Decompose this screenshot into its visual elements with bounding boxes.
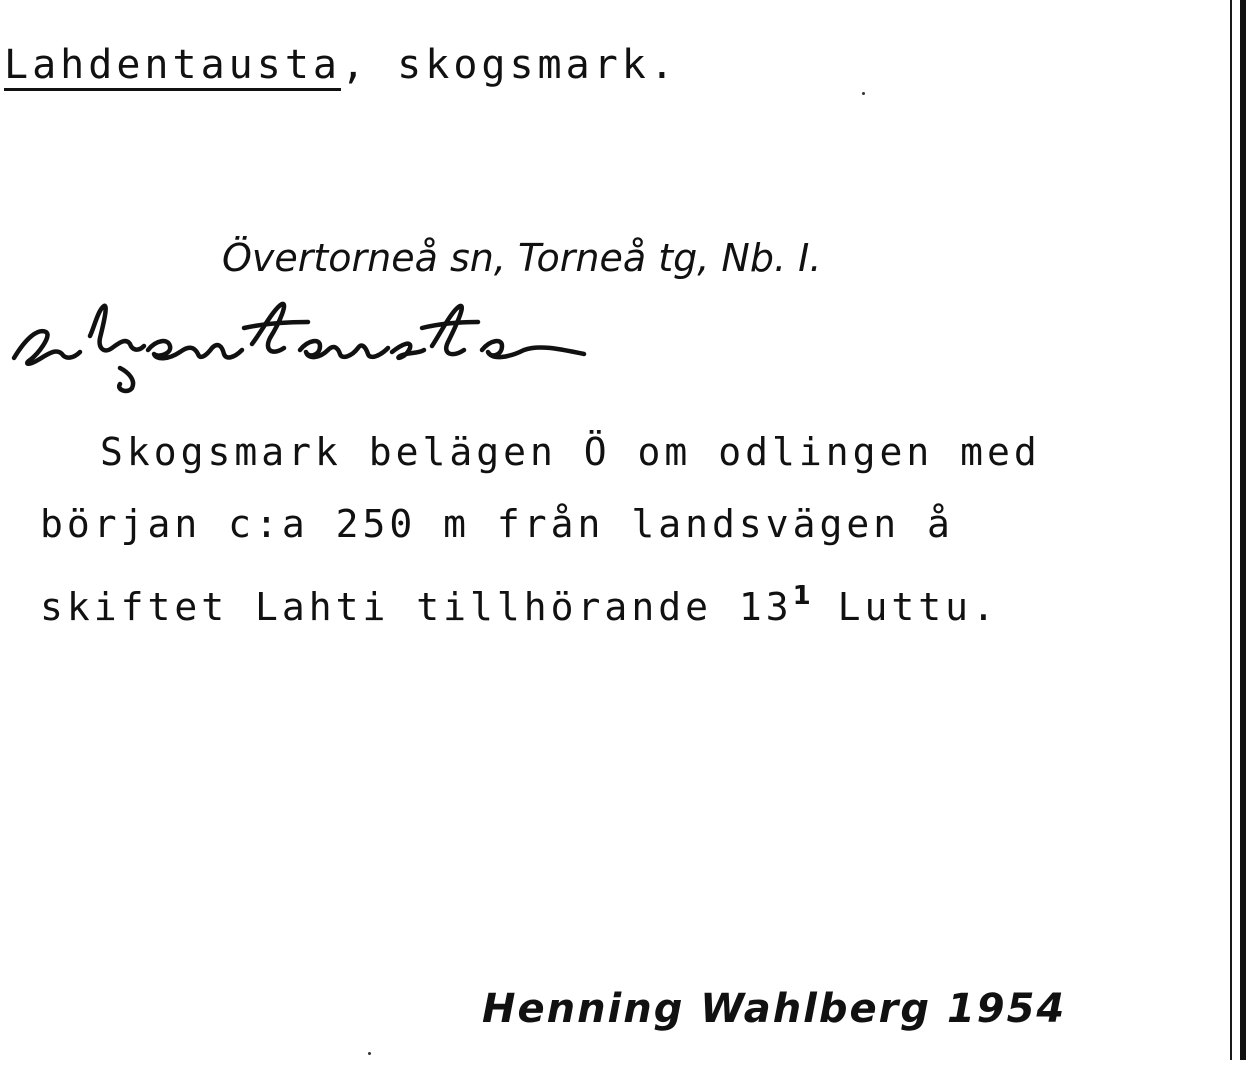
card-description: [40, 416, 1200, 643]
card-edge-line: [1230, 0, 1232, 1060]
heading-place-name: Lahdentausta: [4, 42, 341, 88]
scan-speck: [862, 92, 865, 95]
heading-land-type: , skogsmark.: [340, 42, 678, 88]
description-line-3-superscript: 1: [792, 581, 811, 611]
description-line-1: Skogsmark belägen Ö om odlingen med: [100, 430, 1041, 474]
card-heading: [4, 42, 678, 88]
description-line-3-text: skiftet Lahti tillhörande 13: [40, 585, 793, 629]
handwritten-name: [8, 298, 598, 402]
scan-speck: [368, 1052, 371, 1055]
parish-line: Övertorneå sn, Torneå tg, Nb. I.: [222, 236, 822, 280]
collector-signature: Henning Wahlberg 1954: [482, 986, 1067, 1032]
description-line-3: [40, 560, 1200, 643]
description-line-2: början c:a 250 m från landsvägen å: [40, 502, 954, 546]
description-line-3-end: Luttu.: [810, 585, 999, 629]
card-edge-border: [1240, 0, 1246, 1060]
